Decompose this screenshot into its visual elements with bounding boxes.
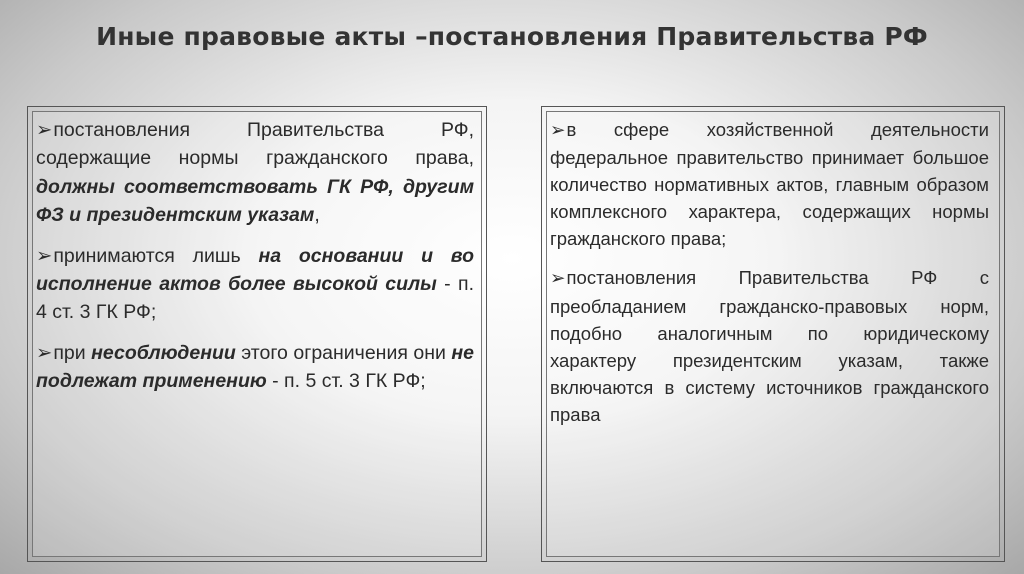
left-item-1-emphasis: должны соответствовать ГК РФ, другим ФЗ и президентским указам — [36, 175, 474, 227]
right-item-1-text: в сфере хозяйственной деятельности федеральное правительство принимает большое количество нормативных актов, главным образом комплексного характера, содержащих нормы гражданского права; — [550, 119, 989, 250]
left-item-1-end: , — [314, 204, 320, 227]
left-item-3-middle: этого ограничения они — [235, 341, 452, 364]
left-item-2 — [36, 242, 474, 327]
left-panel-content — [36, 116, 474, 396]
left-item-1-text: постановления Правительства РФ, содержащие нормы гражданского права, — [36, 119, 474, 170]
right-item-2-text: постановления Правительства РФ с преобладанием гражданско-правовых норм, подобно аналогичным по юридическому характеру президентским указам, также включаются в систему источников гражданского права — [550, 267, 989, 425]
right-panel-content — [550, 116, 989, 428]
right-item-2 — [550, 264, 989, 428]
arrow-bullet-icon: ➢ — [36, 243, 53, 267]
left-item-3 — [36, 339, 474, 396]
arrow-bullet-icon: ➢ — [36, 340, 53, 364]
left-item-2-emphasis: на основании и во исполнение актов более высокой силы — [36, 244, 475, 296]
left-item-1 — [36, 116, 474, 230]
left-item-3-end: - п. 5 ст. 3 ГК РФ; — [266, 370, 426, 393]
left-item-2-text: принимаются лишь — [53, 244, 259, 267]
arrow-bullet-icon: ➢ — [550, 268, 566, 290]
left-item-3-emphasis-2: не подлежат применению — [36, 341, 474, 393]
right-item-1 — [550, 116, 989, 252]
left-item-3-emphasis-1: несоблюдении — [91, 341, 236, 364]
left-item-2-end: - п. 4 ст. 3 ГК РФ; — [36, 273, 474, 324]
arrow-bullet-icon: ➢ — [36, 118, 53, 141]
slide-title: Иные правовые акты –постановления Правительства РФ — [96, 22, 928, 51]
left-item-3-text: при — [53, 341, 92, 364]
arrow-bullet-icon: ➢ — [550, 120, 566, 141]
